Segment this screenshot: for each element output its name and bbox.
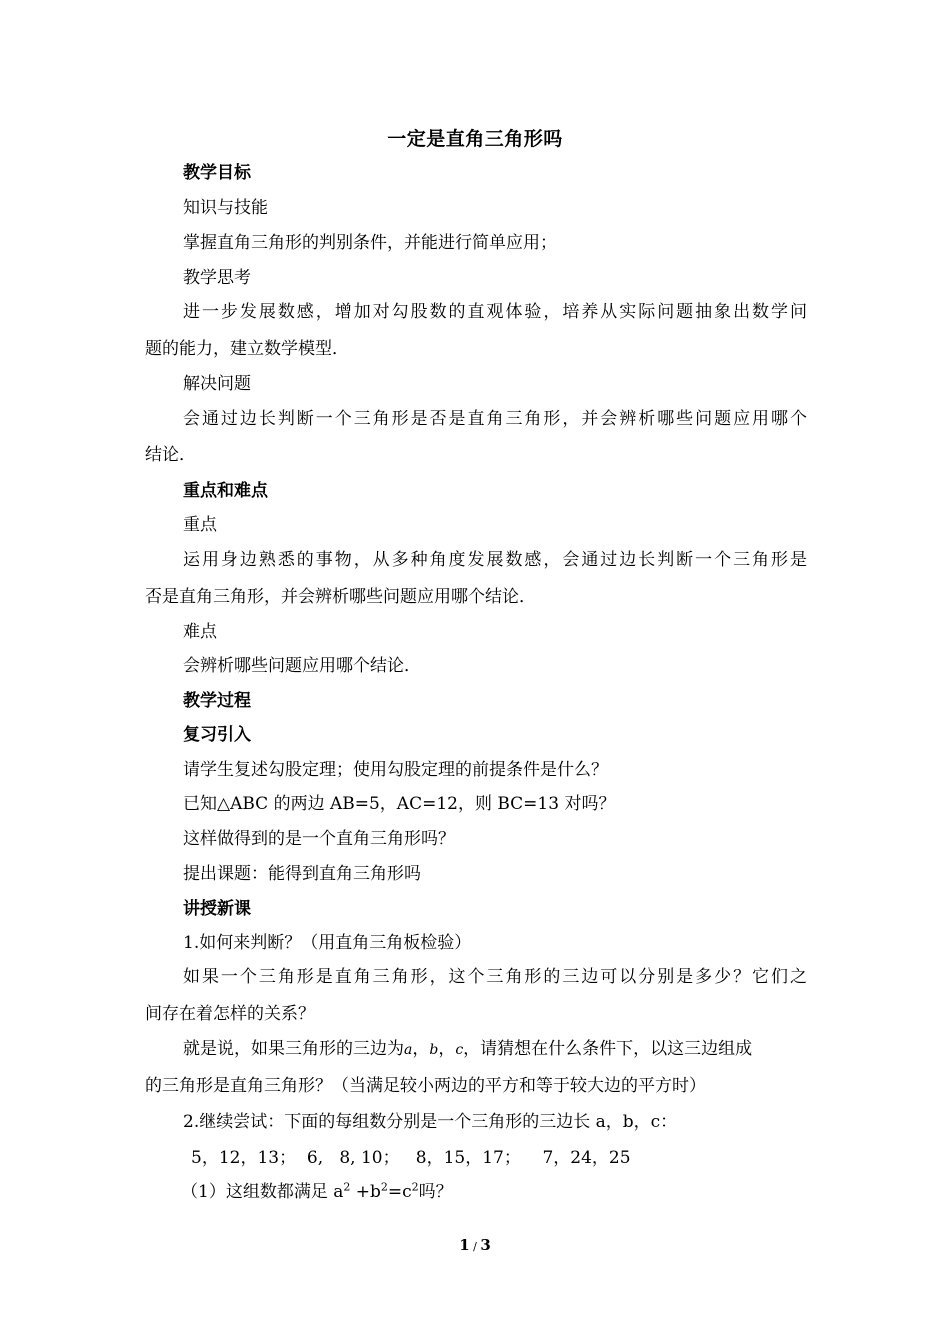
superscript-2-a: 2: [343, 1180, 351, 1194]
new-lesson-guess-line-1: [183, 1038, 752, 1061]
paragraph-key-line-1: 运用身边熟悉的事物，从多种角度发展数感，会通过边长判断一个三角形是: [183, 550, 807, 570]
subheading-knowledge-skills: 知识与技能: [183, 198, 268, 218]
subheading-key-point: 重点: [183, 515, 217, 535]
new-lesson-item-2: 2.继续尝试：下面的每组数分别是一个三角形的三边长 a，b，c：: [183, 1112, 678, 1132]
review-question-2: 已知△ABC 的两边 AB=5，AC=12，则 BC=13 对吗？: [183, 794, 616, 814]
heading-teaching-goals: 教学目标: [183, 163, 251, 183]
comma-1: ，: [412, 1039, 430, 1059]
question-1: [181, 1181, 453, 1203]
new-lesson-paragraph-line-2: 间存在着怎样的关系？: [145, 1004, 315, 1024]
review-question-1: 请学生复述勾股定理；使用勾股定理的前提条件是什么？: [183, 760, 608, 780]
superscript-2-b: 2: [380, 1180, 388, 1194]
guess-text-pre: 就是说，如果三角形的三边为: [183, 1039, 404, 1059]
new-lesson-guess-line-2: 的三角形是直角三角形？（当满足较小两边的平方和等于较大边的平方时）: [145, 1076, 706, 1096]
page-separator: /: [469, 1240, 481, 1253]
page-current: 1: [459, 1236, 470, 1254]
variable-b: b: [429, 1042, 439, 1058]
guess-text-post: ，请猜想在什么条件下，以这三边组成: [463, 1039, 753, 1059]
paragraph-thinking-line-1: 进一步发展数感，增加对勾股数的直观体验，培养从实际问题抽象出数学问: [183, 302, 807, 322]
paragraph-key-line-2: 否是直角三角形，并会辨析哪些问题应用哪个结论．: [145, 587, 536, 607]
heading-new-lesson: 讲授新课: [183, 899, 251, 919]
comma-2: ，: [438, 1039, 456, 1059]
paragraph-problem-line-2: 结论．: [145, 445, 196, 465]
review-question-3: 这样做得到的是一个直角三角形吗？: [183, 829, 455, 849]
page-number: [0, 1236, 950, 1254]
review-question-4: 提出课题：能得到直角三角形吗: [183, 864, 421, 884]
question-1-mid-1: +b: [350, 1182, 381, 1202]
variable-c: c: [455, 1042, 464, 1058]
paragraph-knowledge: 掌握直角三角形的判别条件，并能进行简单应用；: [183, 233, 557, 253]
page-total: 3: [480, 1236, 491, 1254]
paragraph-difficult: 会辨析哪些问题应用哪个结论．: [183, 656, 421, 676]
document-title: 一定是直角三角形吗: [387, 128, 563, 150]
subheading-problem-solving: 解决问题: [183, 374, 251, 394]
variable-a: a: [404, 1042, 413, 1058]
question-1-post: 吗？: [418, 1182, 453, 1202]
superscript-2-c: 2: [411, 1180, 419, 1194]
heading-teaching-process: 教学过程: [183, 691, 251, 711]
heading-review-intro: 复习引入: [183, 725, 251, 745]
paragraph-thinking-line-2: 题的能力，建立数学模型．: [145, 339, 349, 359]
number-groups: 5，12，13； 6, 8, 10； 8，15，17； 7，24，25: [191, 1148, 631, 1168]
subheading-difficult-point: 难点: [183, 622, 217, 642]
question-1-mid-2: =c: [387, 1182, 412, 1202]
heading-key-difficult: 重点和难点: [183, 481, 268, 501]
new-lesson-item-1: 1.如何来判断？（用直角三角板检验）: [183, 933, 472, 953]
new-lesson-paragraph-line-1: 如果一个三角形是直角三角形，这个三角形的三边可以分别是多少？它们之: [183, 967, 807, 987]
subheading-teaching-thinking: 教学思考: [183, 268, 251, 288]
question-1-pre: （1）这组数都满足 a: [181, 1182, 344, 1202]
paragraph-problem-line-1: 会通过边长判断一个三角形是否是直角三角形，并会辨析哪些问题应用哪个: [183, 409, 807, 429]
